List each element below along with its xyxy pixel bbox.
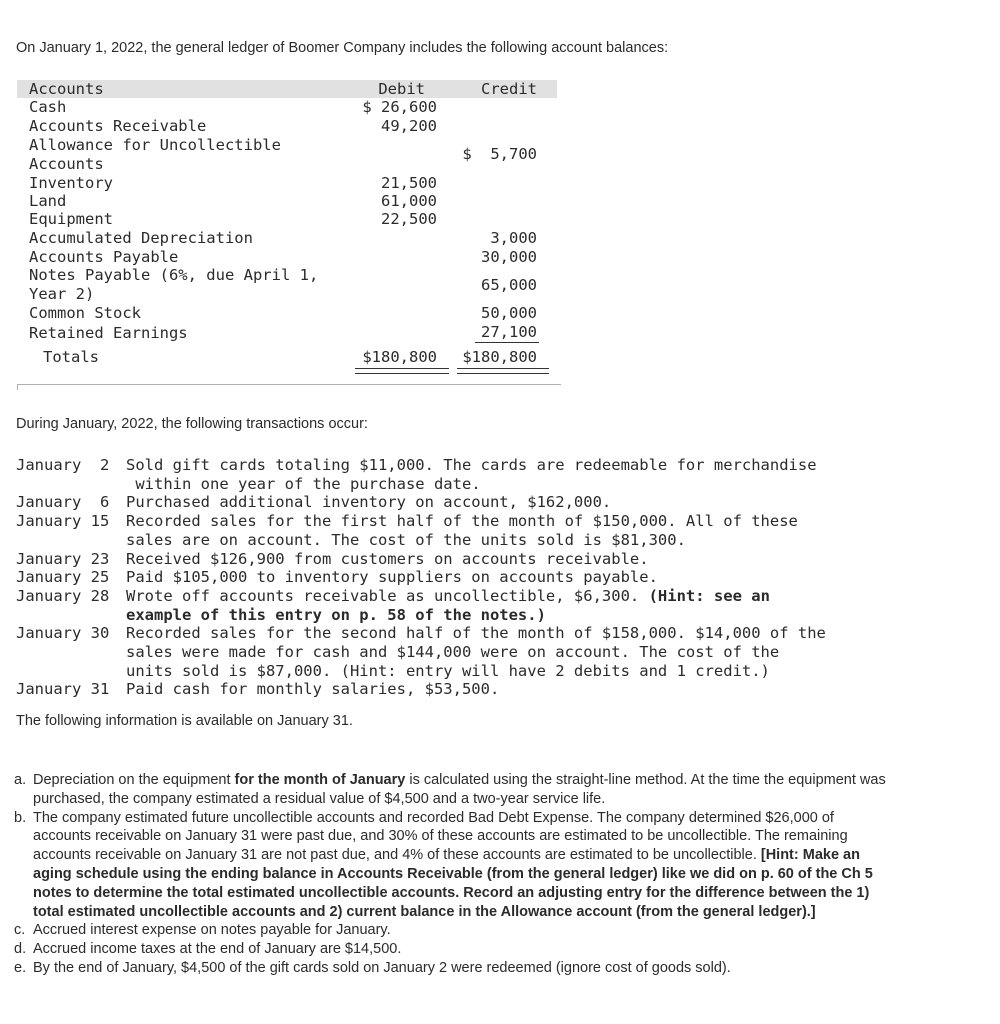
transaction-text: Paid $105,000 to inventory suppliers on accounts payable.	[126, 568, 658, 587]
transactions-list	[16, 456, 991, 699]
info-list	[14, 771, 894, 978]
transaction-item	[16, 568, 991, 587]
ledger-debit-inventory: 21,500	[381, 174, 437, 192]
ledger-totals-debit: $180,800	[362, 348, 437, 366]
info-text-bold: [Hint: Make an aging schedule using the ending balance in Accounts Receivable (from the general ledger) like we did on p. 60 of the Ch 5 notes to determine the total estimated uncollectible accounts. Record an adjusting entry for the difference between the 1) total estimated uncollectible accounts and 2) current balance in the Allowance account (from the general ledger).]	[33, 847, 873, 920]
info-text-pre: Depreciation on the equipment	[33, 772, 235, 788]
header-debit: Debit	[378, 80, 425, 98]
totals-debit-double-underline	[355, 368, 449, 374]
following-info-text: The following information is available on January 31.	[16, 713, 353, 729]
header-accounts: Accounts	[29, 80, 104, 98]
transaction-date: January 28	[16, 586, 110, 605]
transactions-intro: During January, 2022, the following transactions occur:	[16, 416, 368, 432]
info-text: Accrued interest expense on notes payable for January.	[33, 922, 391, 939]
ledger-credit-retained-earnings: 27,100	[481, 323, 537, 341]
transaction-date: January 2	[16, 456, 110, 474]
transaction-item	[16, 550, 991, 569]
info-item-a	[14, 771, 894, 809]
info-item-d	[14, 940, 894, 959]
ledger-account-common-stock: Common Stock	[29, 304, 141, 322]
transaction-date: January 30	[16, 624, 110, 643]
ledger-debit-cash: $ 26,600	[362, 98, 437, 116]
info-letter: c.	[14, 922, 26, 939]
transaction-item	[16, 512, 991, 549]
totals-credit-double-underline	[457, 368, 549, 374]
ledger-table	[17, 80, 561, 388]
info-letter: b.	[14, 809, 27, 826]
transaction-text: Recorded sales for the second half of the month of $158,000. $14,000 of the sales were made for cash and $144,000 were on account. The cost of the units sold is $87,000. (Hint: entry will have 2 debits and 1 credit.)	[126, 624, 826, 680]
ledger-credit-notes-payable: 65,000	[481, 276, 537, 294]
info-text-pre: The company estimated future uncollectible accounts and recorded Bad Debt Expense. The company determined $26,000 of accounts receivable on January 31 were past due, and 30% of these accounts are estimated to be uncollectible. The remaining accounts receivable on January 31 are not past due, and 4% of these accounts are estimated to be uncollectible.	[33, 809, 848, 864]
info-text	[33, 809, 894, 922]
transaction-item	[16, 680, 991, 699]
info-item-c	[14, 921, 894, 940]
ledger-credit-common-stock: 50,000	[481, 304, 537, 322]
info-text: Accrued income taxes at the end of January are $14,500.	[33, 941, 402, 958]
transaction-date: January 31	[16, 680, 110, 699]
ledger-account-accumulated-depreciation: Accumulated Depreciation	[29, 229, 253, 247]
transaction-item	[16, 587, 991, 624]
ledger-account-allowance: Allowance for Uncollectible Accounts	[29, 136, 281, 173]
ledger-account-retained-earnings: Retained Earnings	[29, 324, 188, 342]
ledger-credit-allowance: $ 5,700	[462, 145, 537, 163]
transaction-item	[16, 456, 991, 493]
ledger-debit-land: 61,000	[381, 192, 437, 210]
ledger-account-inventory: Inventory	[29, 174, 113, 192]
transaction-text: Recorded sales for the first half of the month of $150,000. All of these sales are on account. The cost of the units sold is $81,300.	[126, 512, 798, 549]
transaction-text	[126, 587, 991, 624]
transaction-date: January 25	[16, 568, 110, 587]
info-text-bold: for the month of January	[234, 772, 406, 788]
info-letter: e.	[14, 959, 27, 976]
ledger-account-accounts-payable: Accounts Payable	[29, 248, 179, 266]
transaction-date: January 6	[16, 493, 110, 512]
ledger-credit-accumulated-depreciation: 3,000	[490, 229, 537, 247]
ledger-account-equipment: Equipment	[29, 210, 113, 228]
info-item-b	[14, 809, 894, 922]
transaction-hint: (Hint: see an example of this entry on p. 58 of the notes.)	[126, 586, 770, 624]
info-text	[33, 771, 894, 809]
header-credit: Credit	[481, 80, 537, 98]
ledger-account-accounts-receivable: Accounts Receivable	[29, 117, 207, 135]
transaction-text: Sold gift cards totaling $11,000. The cards are redeemable for merchandise within one year of the purchase date.	[126, 456, 817, 493]
transaction-item	[16, 624, 991, 680]
ledger-account-notes-payable: Notes Payable (6%, due April 1, Year 2)	[29, 266, 319, 303]
ledger-account-land: Land	[29, 192, 67, 210]
transaction-text: Purchased additional inventory on account, $162,000.	[126, 493, 612, 512]
transaction-date: January 23	[16, 549, 110, 568]
info-letter: d.	[14, 941, 27, 958]
ledger-debit-equipment: 22,500	[381, 210, 437, 228]
ledger-bottom-border	[17, 384, 561, 385]
info-text-post: is calculated using the straight-line method. At the time the equipment was purchased, the company estimated a residual value of $4,500 and a two-year service life.	[33, 772, 886, 807]
ledger-credit-accounts-payable: 30,000	[481, 248, 537, 266]
transaction-date: January 15	[16, 512, 110, 531]
ledger-totals-credit: $180,800	[462, 348, 537, 366]
ledger-account-cash: Cash	[29, 98, 67, 116]
transaction-text-plain: Wrote off accounts receivable as uncollectible, $6,300.	[126, 586, 649, 605]
intro-text: On January 1, 2022, the general ledger of Boomer Company includes the following account balances:	[16, 40, 669, 56]
transaction-item	[16, 493, 991, 512]
transaction-text: Received $126,900 from customers on accounts receivable.	[126, 549, 649, 568]
info-item-e	[14, 959, 894, 978]
ledger-totals-label: Totals	[43, 348, 99, 366]
retained-earnings-underline	[475, 342, 539, 343]
info-text: By the end of January, $4,500 of the gift cards sold on January 2 were redeemed (ignore cost of goods sold).	[33, 959, 731, 976]
transaction-text: Paid cash for monthly salaries, $53,500.	[126, 680, 500, 699]
info-letter: a.	[14, 772, 27, 788]
ledger-debit-accounts-receivable: 49,200	[381, 117, 437, 135]
ledger-bottom-tick	[17, 384, 18, 390]
